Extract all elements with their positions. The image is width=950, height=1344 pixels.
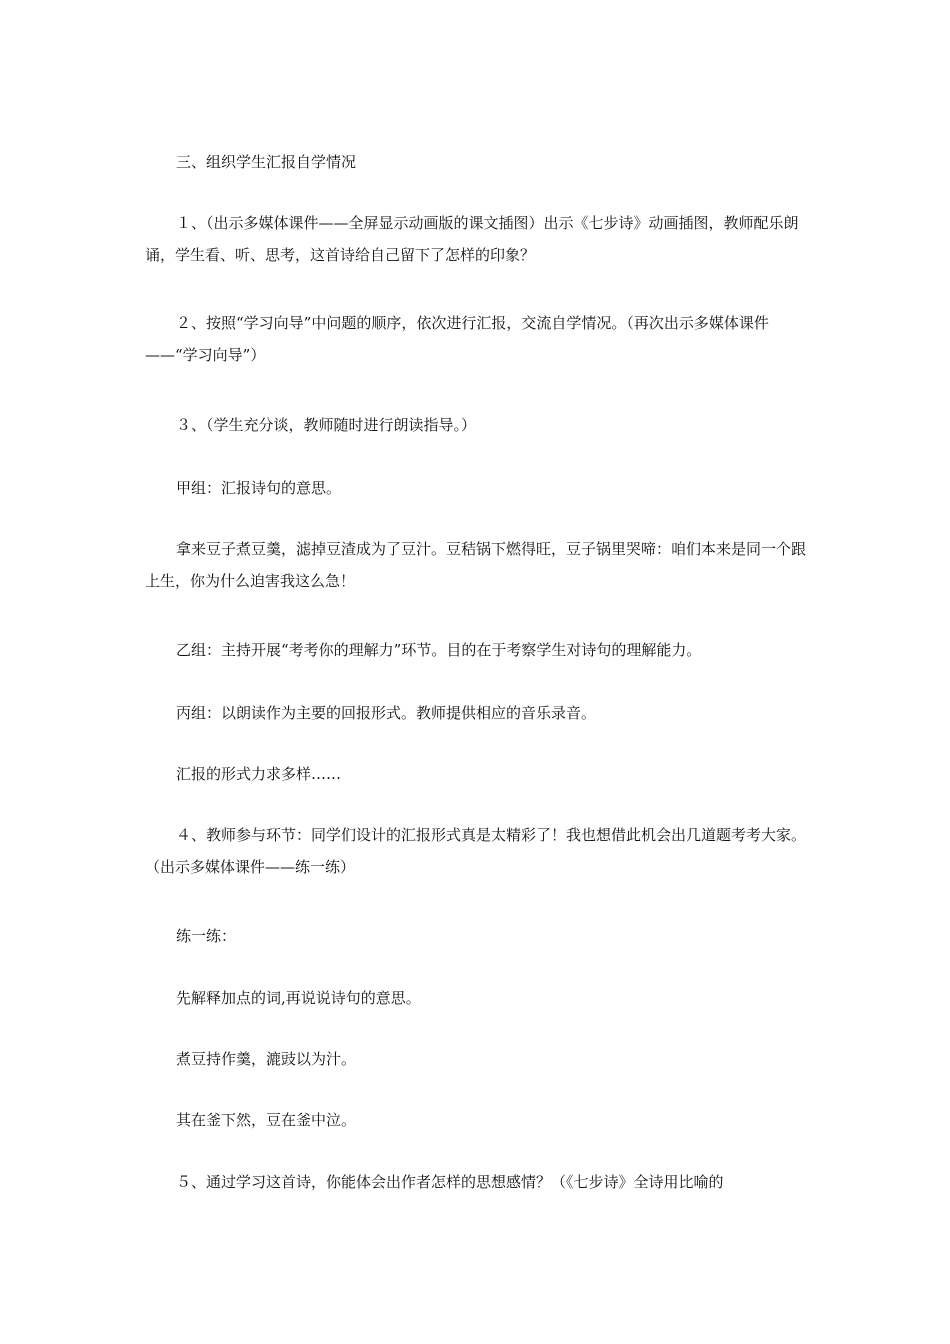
paragraph-step-5: ５、通过学习这首诗，你能体会出作者怎样的思想感情？（《七步诗》全诗用比喻的 (176, 1173, 724, 1191)
section-heading: 三、组织学生汇报自学情况 (176, 153, 357, 171)
paragraph-exercise-instruction: 先解释加点的词,再说说诗句的意思。 (176, 989, 421, 1007)
paragraph-step-1: １、（出示多媒体课件——全屏显示动画版的课文插图）出示《七步诗》动画插图，教师配乐朗诵，学生看、听、思考，这首诗给自己留下了怎样的印象？ (145, 214, 799, 264)
paragraph-poem-line-2: 其在釜下然，豆在釜中泣。 (176, 1111, 357, 1129)
paragraph-translation: 拿来豆子煮豆羹，滤掉豆渣成为了豆汁。豆秸锅下燃得旺，豆子锅里哭啼：咱们本来是同一个跟上生，你为什么迫害我这么急！ (145, 540, 807, 590)
paragraph-step-3: ３、（学生充分谈，教师随时进行朗读指导。） (176, 416, 477, 434)
paragraph-poem-line-1: 煮豆持作羹，漉豉以为汁。 (176, 1050, 357, 1068)
paragraph-step-4: ４、教师参与环节：同学们设计的汇报形式真是太精彩了！我也想借此机会出几道题考考大家。（出示多媒体课件——练一练） (145, 826, 807, 876)
paragraph-group-b: 乙组：主持开展“考考你的理解力”环节。目的在于考察学生对诗句的理解能力。 (176, 641, 702, 659)
paragraph-step-2: ２、按照“学习向导”中问题的顺序，依次进行汇报，交流自学情况。（再次出示多媒体课件——“学习向导”） (145, 314, 769, 364)
paragraph-exercise-title: 练一练： (176, 927, 237, 945)
paragraph-group-a: 甲组：汇报诗句的意思。 (176, 479, 342, 497)
paragraph-group-c: 丙组：以朗读作为主要的回报形式。教师提供相应的音乐录音。 (176, 704, 597, 722)
paragraph-forms: 汇报的形式力求多样…… (176, 765, 342, 783)
